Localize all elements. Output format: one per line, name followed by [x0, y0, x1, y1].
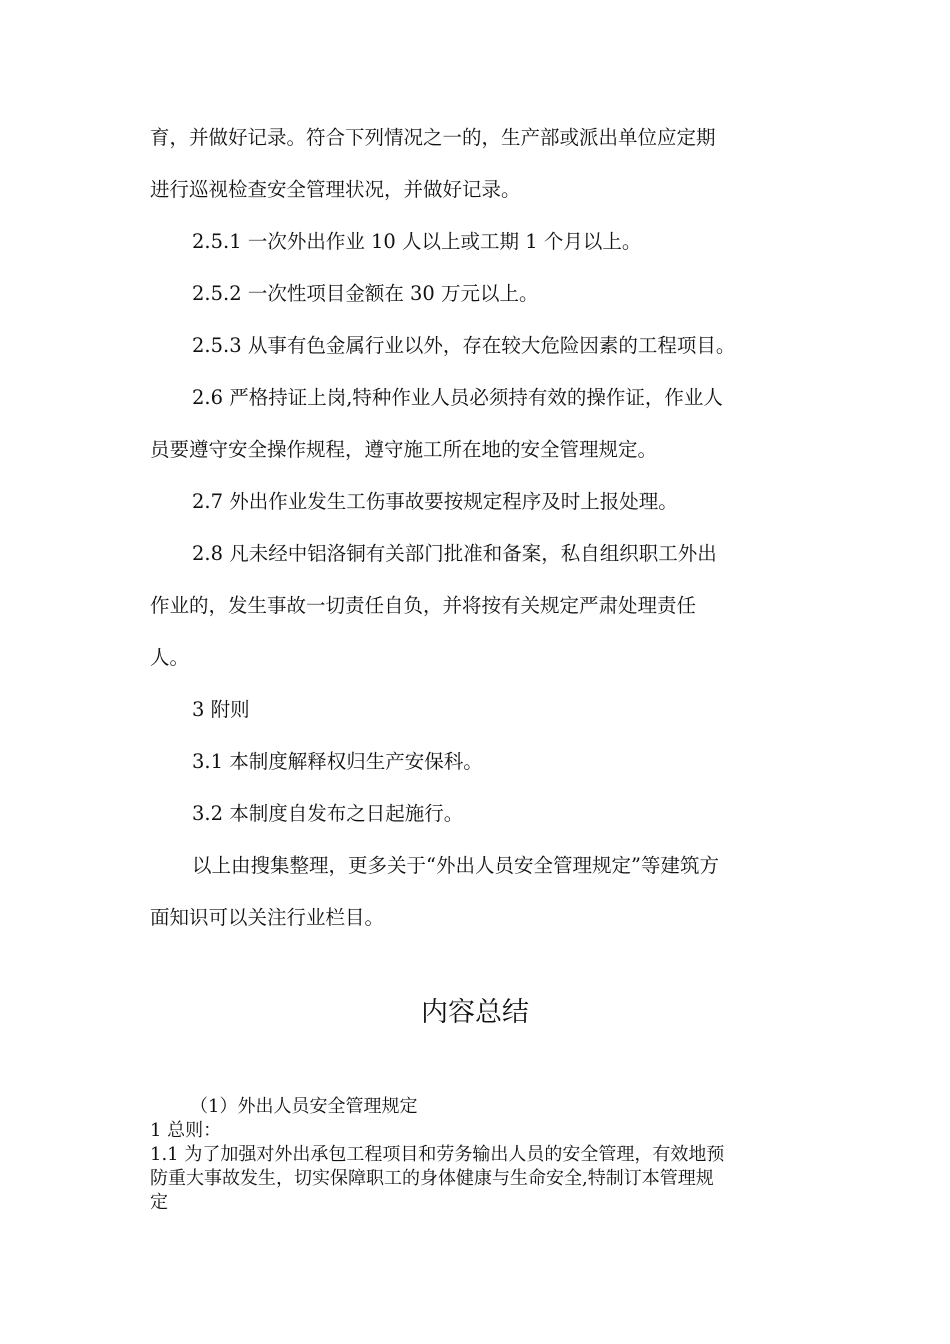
- summary-heading: 内容总结: [421, 997, 529, 1028]
- clause-2-8: 2.8 凡未经中铝洛铜有关部门批准和备案，私自组织职工外出: [192, 542, 717, 565]
- clause-2-7: 2.7 外出作业发生工伤事故要按规定程序及时上报处理。: [192, 490, 678, 513]
- clause-2-5-2: 2.5.2 一次性项目金额在 30 万元以上。: [192, 282, 539, 305]
- summary-line: 1 总则：: [150, 1120, 222, 1141]
- clause-2-6: 2.6 严格持证上岗,特种作业人员必须持有效的操作证，作业人: [192, 386, 723, 409]
- summary-title: （1）外出人员安全管理规定: [190, 1096, 418, 1117]
- clause-2-6-continued: 员要遵守安全操作规程，遵守施工所在地的安全管理规定。: [150, 438, 658, 461]
- summary-line: 定: [150, 1192, 168, 1213]
- clause-2-5-1: 2.5.1 一次外出作业 10 人以上或工期 1 个月以上。: [192, 230, 642, 253]
- clause-2-8-end: 人。: [150, 646, 190, 669]
- clause-3-2: 3.2 本制度自发布之日起施行。: [192, 802, 464, 825]
- closing-note-continued: 面知识可以关注行业栏目。: [150, 906, 385, 929]
- clause-2-8-continued: 作业的，发生事故一切责任自负，并将按有关规定严肃处理责任: [150, 594, 697, 617]
- summary-section: [150, 1095, 810, 1215]
- document-body: [150, 112, 810, 944]
- body-line: 进行巡视检查安全管理状况，并做好记录。: [150, 178, 521, 201]
- summary-line: 1.1 为了加强对外出承包工程项目和劳务输出人员的安全管理，有效地预: [150, 1144, 725, 1165]
- summary-line: 防重大事故发生，切实保障职工的身体健康与生命安全,特制订本管理规: [150, 1168, 714, 1189]
- section-3-heading: 3 附则: [192, 698, 250, 721]
- body-line: 育，并做好记录。符合下列情况之一的，生产部或派出单位应定期: [150, 126, 716, 149]
- clause-2-5-3: 2.5.3 从事有色金属行业以外，存在较大危险因素的工程项目。: [192, 334, 736, 357]
- clause-3-1: 3.1 本制度解释权归生产安保科。: [192, 750, 483, 773]
- closing-note: 以上由搜集整理，更多关于“外出人员安全管理规定”等建筑方: [192, 854, 719, 877]
